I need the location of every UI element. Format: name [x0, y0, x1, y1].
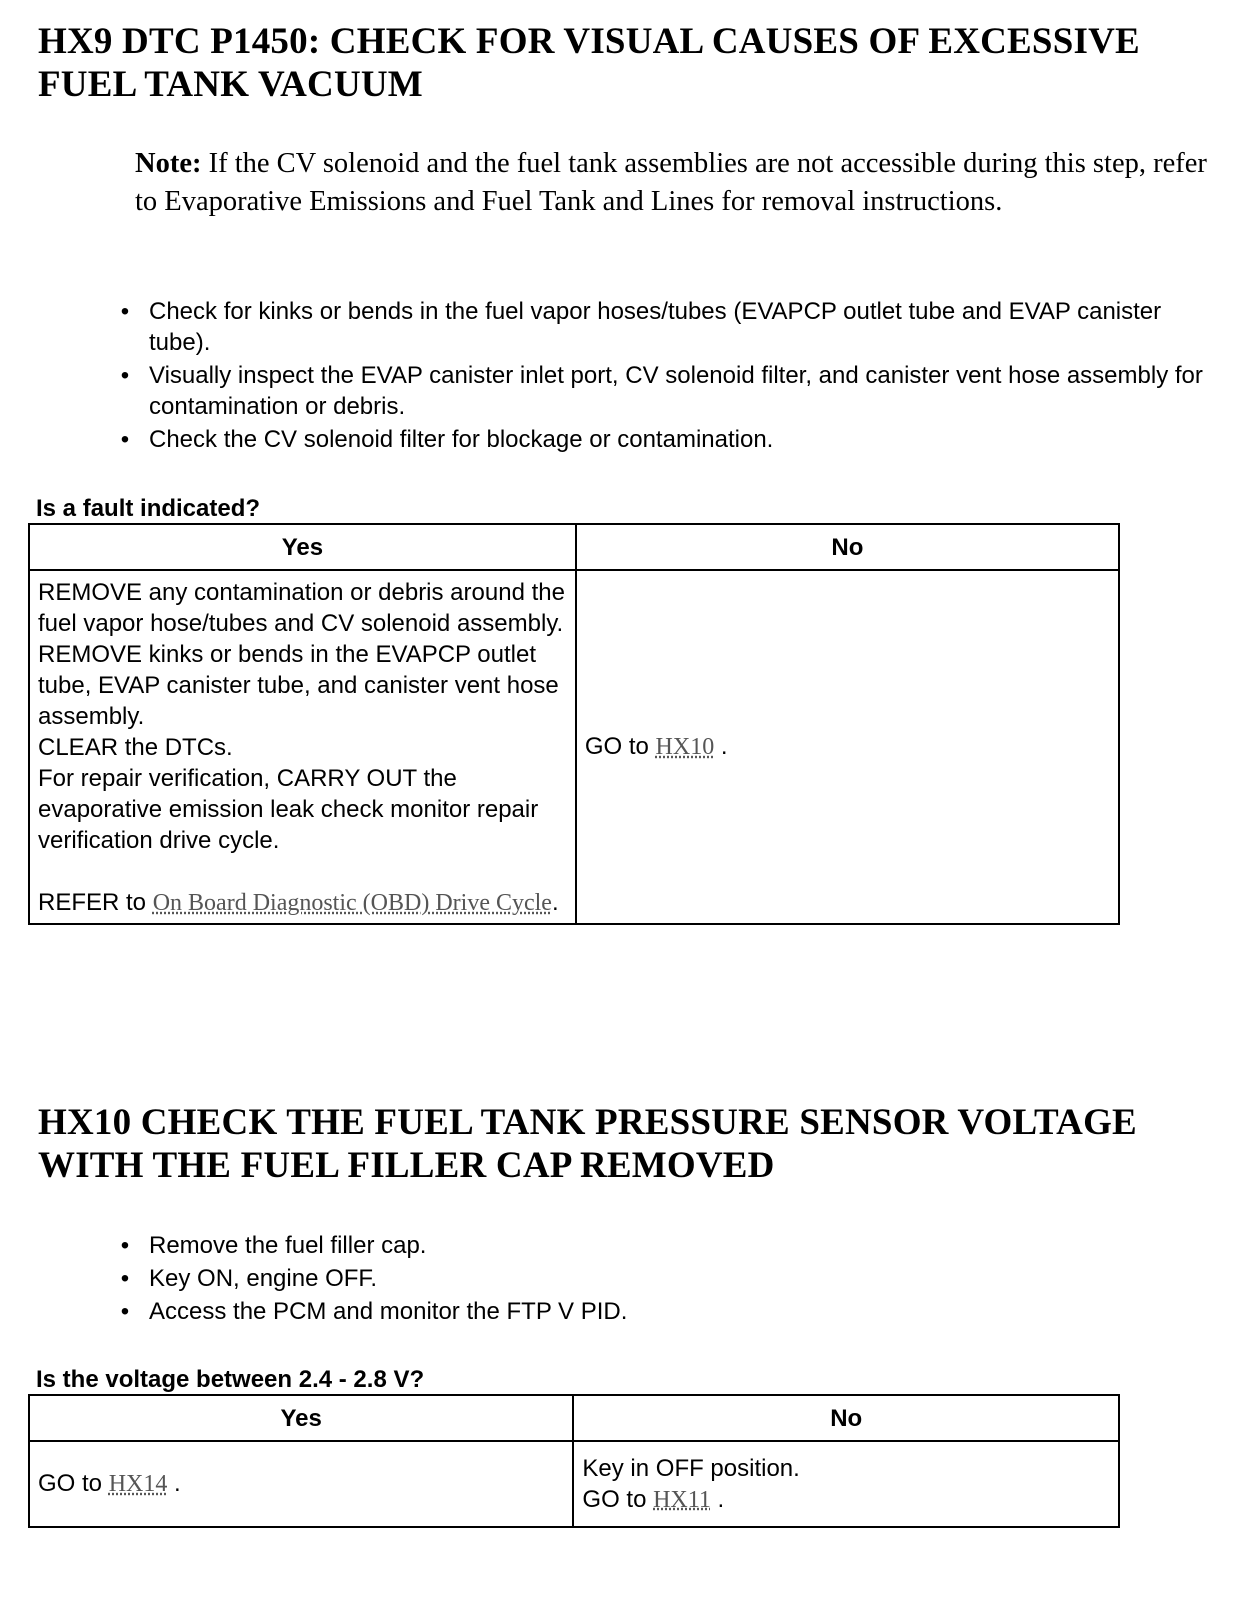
no-goto-line — [582, 1484, 1110, 1516]
list-item-text: Access the PCM and monitor the FTP V PID. — [149, 1298, 628, 1325]
yes-cell — [29, 1441, 573, 1527]
obd-drive-cycle-link[interactable]: On Board Diagnostic (OBD) Drive Cycle — [152, 890, 552, 916]
note-paragraph — [135, 145, 1215, 221]
hx10-link[interactable]: HX10 — [655, 734, 715, 760]
note-text: If the CV solenoid and the fuel tank assemblies are not accessible during this step, refer to Evaporative Emissions and Fuel Tank and Lines for removal instructions. — [135, 148, 1207, 217]
refer-prefix: REFER to — [38, 889, 153, 916]
check-list — [117, 1230, 1207, 1329]
no-header: No — [576, 524, 1119, 570]
bullet-icon: • — [120, 1265, 130, 1292]
yes-suffix: . — [167, 1470, 181, 1497]
no-prefix: GO to — [584, 733, 656, 760]
no-suffix: . — [714, 733, 728, 760]
list-item — [117, 1230, 1207, 1261]
no-prefix: GO to — [582, 1485, 654, 1513]
bullet-icon: • — [120, 298, 130, 325]
no-suffix: . — [710, 1485, 725, 1513]
check-list — [117, 296, 1207, 457]
note-label: Note: — [135, 148, 202, 179]
table-row — [29, 1441, 1119, 1527]
list-item-text: Check for kinks or bends in the fuel vapor hoses/tubes (EVAPCP outlet tube and EVAP canister tube). — [149, 298, 1162, 356]
hx11-link[interactable]: HX11 — [653, 1486, 711, 1513]
bullet-icon: • — [120, 426, 130, 453]
yes-action-line: For repair verification, CARRY OUT the evaporative emission leak check monitor repair verification drive cycle. — [38, 765, 539, 854]
refer-suffix: . — [551, 889, 559, 916]
question-fault-indicated: Is a fault indicated? — [36, 495, 261, 522]
decision-table-hx9 — [28, 523, 1120, 925]
yes-header: Yes — [29, 524, 576, 570]
list-item-text: Check the CV solenoid filter for blockage or contamination. — [149, 426, 774, 453]
yes-prefix: GO to — [38, 1470, 109, 1497]
yes-action-line: REMOVE any contamination or debris around the fuel vapor hose/tubes and CV solenoid assembly. — [38, 579, 565, 637]
yes-action-line: REMOVE kinks or bends in the EVAPCP outlet tube, EVAP canister tube, and canister vent hose assembly. — [38, 641, 559, 730]
list-item-text: Visually inspect the EVAP canister inlet port, CV solenoid filter, and canister vent hose assembly for contamination or debris. — [149, 362, 1203, 420]
list-item-text: Remove the fuel filler cap. — [149, 1232, 427, 1259]
list-item — [117, 424, 1207, 455]
list-item — [117, 1263, 1207, 1294]
list-item — [117, 296, 1207, 358]
table-header-row — [29, 524, 1119, 570]
table-row — [29, 570, 1119, 924]
no-action-line: Key in OFF position. — [582, 1454, 800, 1482]
table-header-row — [29, 1395, 1119, 1441]
bullet-icon: • — [120, 362, 130, 389]
hx14-link[interactable]: HX14 — [108, 1471, 168, 1497]
list-item — [117, 360, 1207, 422]
no-cell — [573, 1441, 1119, 1527]
section-title-hx10: HX10 CHECK THE FUEL TANK PRESSURE SENSOR VOLTAGE WITH THE FUEL FILLER CAP REMOVED — [38, 1102, 1137, 1186]
decision-table-hx10 — [28, 1394, 1120, 1528]
list-item — [117, 1296, 1207, 1327]
list-item-text: Key ON, engine OFF. — [149, 1265, 378, 1292]
no-header: No — [573, 1395, 1119, 1441]
refer-line — [38, 887, 567, 919]
yes-action-line: CLEAR the DTCs. — [38, 734, 233, 761]
no-cell — [576, 570, 1119, 924]
question-voltage-range: Is the voltage between 2.4 - 2.8 V? — [36, 1366, 425, 1393]
bullet-icon: • — [120, 1298, 130, 1325]
bullet-icon: • — [120, 1232, 130, 1259]
yes-cell — [29, 570, 576, 924]
yes-header: Yes — [29, 1395, 573, 1441]
section-title-hx9: HX9 DTC P1450: CHECK FOR VISUAL CAUSES OF EXCESSIVE FUEL TANK VACUUM — [38, 21, 1140, 105]
